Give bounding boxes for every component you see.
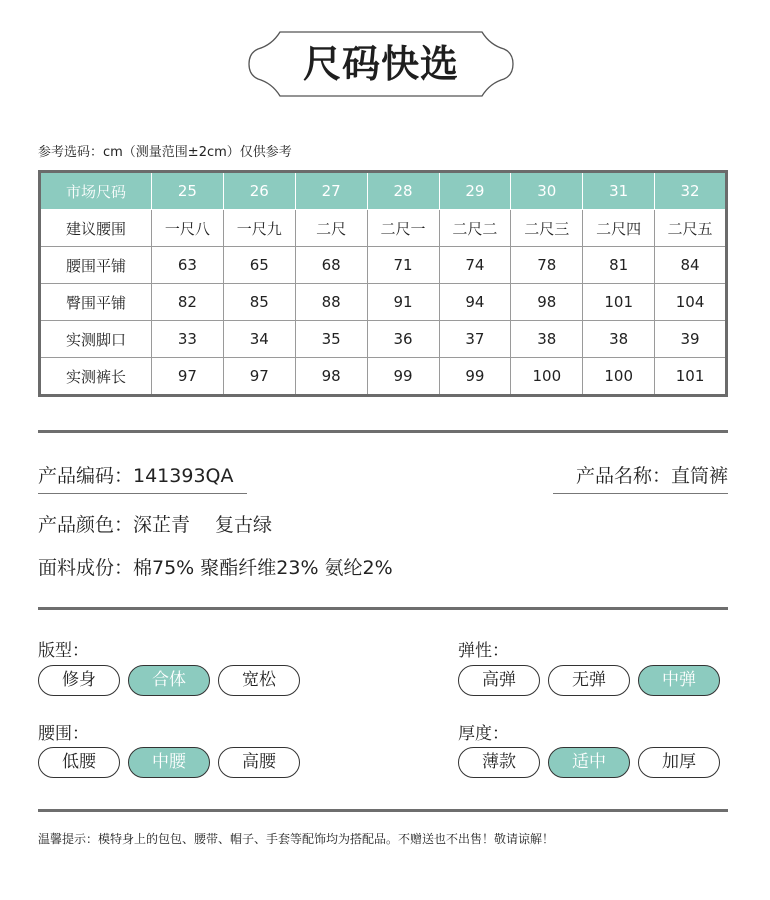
table-cell: 71 [367, 247, 439, 284]
table-header-row [40, 172, 727, 210]
elasticity-label: 弹性： [458, 641, 509, 661]
table-cell: 一尺九 [223, 210, 295, 247]
product-fabric: 面料成份：棉75% 聚酯纤维23% 氨纶2% [38, 557, 393, 579]
table-cell: 88 [295, 284, 367, 321]
table-row [40, 358, 727, 396]
table-row [40, 210, 727, 247]
table-cell: 98 [295, 358, 367, 396]
fit-option-slim: 修身 [38, 665, 120, 696]
table-cell: 85 [223, 284, 295, 321]
table-cell: 63 [152, 247, 224, 284]
table-cell: 68 [295, 247, 367, 284]
table-cell: 97 [223, 358, 295, 396]
fit-label: 版型： [38, 641, 89, 661]
table-cell: 97 [152, 358, 224, 396]
elasticity-option-none: 无弹 [548, 665, 630, 696]
table-cell: 38 [511, 321, 583, 358]
table-cell: 36 [367, 321, 439, 358]
table-cell: 二尺五 [655, 210, 727, 247]
table-header-cell: 市场尺码 [40, 172, 152, 210]
product-name-underline [553, 493, 728, 494]
table-header-cell: 25 [152, 172, 224, 210]
table-header-cell: 30 [511, 172, 583, 210]
table-cell: 38 [583, 321, 655, 358]
table-cell: 37 [439, 321, 511, 358]
table-header-cell: 26 [223, 172, 295, 210]
table-row-label: 建议腰围 [40, 210, 152, 247]
table-cell: 99 [439, 358, 511, 396]
table-header-cell: 32 [655, 172, 727, 210]
table-cell: 34 [223, 321, 295, 358]
table-cell: 104 [655, 284, 727, 321]
table-cell: 94 [439, 284, 511, 321]
table-cell: 98 [511, 284, 583, 321]
elasticity-option-medium: 中弹 [638, 665, 720, 696]
table-cell: 39 [655, 321, 727, 358]
table-cell: 81 [583, 247, 655, 284]
table-row [40, 247, 727, 284]
divider [38, 607, 728, 610]
divider [38, 430, 728, 433]
table-cell: 101 [655, 358, 727, 396]
table-row [40, 321, 727, 358]
footer-note: 温馨提示：模特身上的包包、腰带、帽子、手套等配饰均为搭配品。不赠送也不出售！敬请谅解！ [38, 832, 555, 846]
table-cell: 74 [439, 247, 511, 284]
table-cell: 一尺八 [152, 210, 224, 247]
table-header-cell: 29 [439, 172, 511, 210]
table-row-label: 腰围平铺 [40, 247, 152, 284]
product-code: 产品编码：141393QA [38, 465, 234, 487]
table-cell: 100 [583, 358, 655, 396]
waist-option-high: 高腰 [218, 747, 300, 778]
table-row [40, 284, 727, 321]
table-cell: 65 [223, 247, 295, 284]
title-badge [248, 31, 514, 97]
table-row-label: 臀围平铺 [40, 284, 152, 321]
table-cell: 二尺三 [511, 210, 583, 247]
table-cell: 101 [583, 284, 655, 321]
table-cell: 35 [295, 321, 367, 358]
fit-option-regular: 合体 [128, 665, 210, 696]
table-cell: 二尺一 [367, 210, 439, 247]
thickness-label: 厚度： [458, 724, 509, 744]
table-cell: 100 [511, 358, 583, 396]
table-header-cell: 31 [583, 172, 655, 210]
table-cell: 99 [367, 358, 439, 396]
table-header-cell: 27 [295, 172, 367, 210]
thickness-option-thin: 薄款 [458, 747, 540, 778]
thickness-option-thick: 加厚 [638, 747, 720, 778]
table-cell: 78 [511, 247, 583, 284]
waist-label: 腰围： [38, 724, 89, 744]
table-cell: 二尺四 [583, 210, 655, 247]
product-colors: 产品颜色：深芷青 复古绿 [38, 514, 273, 536]
table-cell: 二尺二 [439, 210, 511, 247]
thickness-option-medium: 适中 [548, 747, 630, 778]
table-cell: 84 [655, 247, 727, 284]
table-cell: 33 [152, 321, 224, 358]
table-header-cell: 28 [367, 172, 439, 210]
product-code-underline [38, 493, 247, 494]
fit-option-loose: 宽松 [218, 665, 300, 696]
table-row-label: 实测脚口 [40, 321, 152, 358]
table-cell: 82 [152, 284, 224, 321]
table-cell: 91 [367, 284, 439, 321]
waist-option-mid: 中腰 [128, 747, 210, 778]
waist-option-low: 低腰 [38, 747, 120, 778]
table-cell: 二尺 [295, 210, 367, 247]
table-row-label: 实测裤长 [40, 358, 152, 396]
divider [38, 809, 728, 812]
page-title: 尺码快选 [302, 42, 459, 86]
size-table [38, 170, 728, 397]
elasticity-option-high: 高弹 [458, 665, 540, 696]
product-name: 产品名称：直筒裤 [575, 465, 728, 487]
reference-note: 参考选码：cm（测量范围±2cm）仅供参考 [38, 145, 292, 160]
